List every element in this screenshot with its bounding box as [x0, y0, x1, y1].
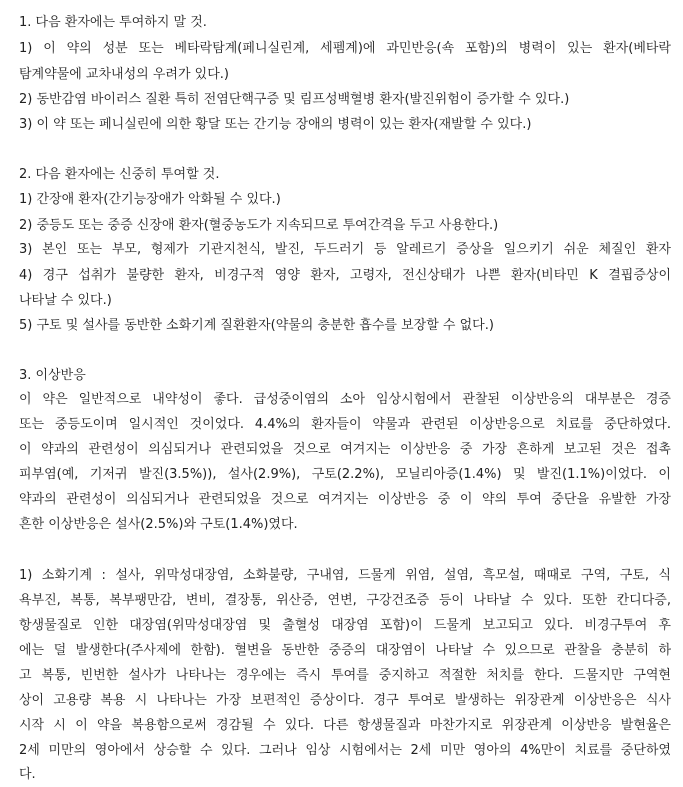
section3-paragraph-line: 흔한 이상반응은 설사(2.5%)와 구토(1.4%)였다.	[19, 517, 298, 532]
section3-heading: 3. 이상반응	[19, 368, 86, 383]
section1-heading: 1. 다음 환자에는 투여하지 말 것.	[19, 15, 207, 30]
section2-item: 1) 간장애 환자(간기능장애가 악화될 수 있다.)	[19, 192, 281, 207]
section2-item: 2) 중등도 또는 중증 신장애 환자(혈중농도가 지속되므로 투여간격을 두고 사용한다.)	[19, 218, 499, 233]
section2-heading: 2. 다음 환자에는 신중히 투여할 것.	[19, 167, 220, 182]
section1-item: 2) 동반감염 바이러스 질환 특히 전염단핵구증 및 림프성백혈병 환자(발진위험이 증가할 수 있다.)	[19, 92, 570, 107]
section2-item: 3) 본인 또는 부모, 형제가 기관지천식, 발진, 두드러기 등 알레르기 증상을 일으키기 쉬운 체질인 환자	[19, 242, 671, 257]
digestive-system-line: 2세 미만의 영아에서 상승할 수 있다. 그러나 임상 시험에서는 2세 미만 영아의 4%만이 치료를 중단하였	[19, 743, 671, 758]
section3-paragraph-line: 또는 중등도이며 일시적인 것이었다. 4.4%의 환자들이 약물과 관련된 이상반응으로 치료를 중단하였다.	[19, 417, 671, 432]
section2-item: 나타날 수 있다.)	[19, 293, 112, 308]
digestive-system-line: 다.	[19, 767, 36, 782]
section3-paragraph-line: 이 약은 일반적으로 내약성이 좋다. 급성중이염의 소아 임상시험에서 관찰된 이상반응의 대부분은 경증	[19, 392, 671, 407]
digestive-system-line: 1) 소화기계 : 설사, 위막성대장염, 소화불량, 구내염, 드물게 위염, 설염, 흑모설, 때때로 구역, 구토, 식	[19, 568, 671, 583]
digestive-system-line: 시작 시 이 약을 복용함으로써 경감될 수 있다. 다른 항생물질과 마찬가지로 위장관계 이상반응 발현율은	[19, 718, 671, 733]
section2-item: 4) 경구 섭취가 불량한 환자, 비경구적 영양 환자, 고령자, 전신상태가 나쁜 환자(비타민 K 결핍증상이	[19, 268, 671, 283]
section3-paragraph-line: 이 약과의 관련성이 의심되거나 관련되었을 것으로 여겨지는 이상반응 중 가장 흔하게 보고된 것은 접촉	[19, 442, 671, 457]
section1-item: 3) 이 약 또는 페니실린에 의한 황달 또는 간기능 장애의 병력이 있는 환자(재발할 수 있다.)	[19, 117, 532, 132]
section3-paragraph-line: 피부염(예, 기저귀 발진(3.5%)), 설사(2.9%), 구토(2.2%), 모닐리아증(1.4%) 및 발진(1.1%)이었다. 이	[19, 467, 671, 482]
digestive-system-line: 욕부진, 복통, 복부팽만감, 변비, 결장통, 위산증, 연변, 구강건조증 등이 나타날 수 있다. 또한 칸디다증,	[19, 593, 671, 608]
section1-item: 1) 이 약의 성분 또는 베타락탐계(페니실린계, 세펨계)에 과민반응(쇽 포함)의 병력이 있는 환자(베타락	[19, 41, 671, 56]
digestive-system-line: 고 복통, 빈번한 설사가 나타나는 경우에는 즉시 투여를 중지하고 적절한 처치를 한다. 드물지만 구역현	[19, 668, 671, 683]
section3-paragraph-line: 약과의 관련성이 의심되거나 관련되었을 것으로 여겨지는 이상반응 중 이 약의 투여 중단을 유발한 가장	[19, 492, 671, 507]
section1-item: 탐계약물에 교차내성의 우려가 있다.)	[19, 67, 229, 82]
digestive-system-line: 항생물질로 인한 대장염(위막성대장염 및 출혈성 대장염 포함)이 드물게 보고되고 있다. 비경구투여 후	[19, 618, 671, 633]
digestive-system-line: 에는 덜 발생한다(주사제에 한함). 혈변을 동반한 중증의 대장염이 나타날 수 있으므로 관찰을 충분히 하	[19, 643, 671, 658]
section2-item: 5) 구토 및 설사를 동반한 소화기계 질환환자(약물의 충분한 흡수를 보장할 수 없다.)	[19, 318, 494, 333]
digestive-system-line: 상이 고용량 복용 시 나타나는 가장 보편적인 증상이다. 경구 투여로 발생하는 위장관계 이상반응은 식사	[19, 693, 671, 708]
